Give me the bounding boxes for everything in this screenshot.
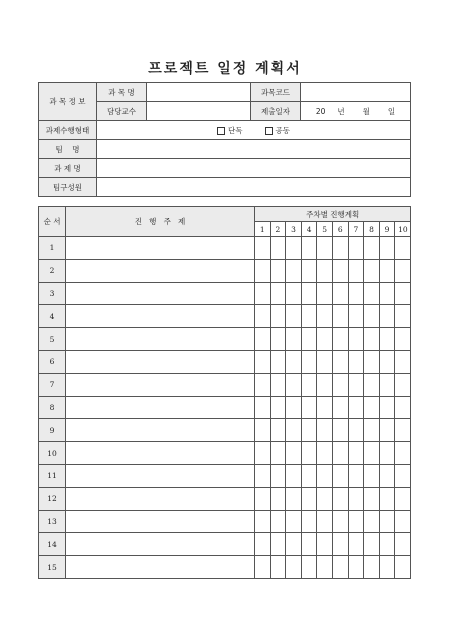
week-cell[interactable] bbox=[286, 396, 302, 419]
week-cell[interactable] bbox=[317, 373, 333, 396]
week-cell[interactable] bbox=[286, 305, 302, 328]
week-cell[interactable] bbox=[379, 350, 395, 373]
week-cell[interactable] bbox=[286, 487, 302, 510]
row-number: 15 bbox=[39, 556, 66, 579]
table-row bbox=[39, 419, 411, 442]
schedule-table bbox=[38, 206, 411, 579]
week-cell[interactable] bbox=[395, 510, 411, 533]
table-row bbox=[39, 396, 411, 419]
week-cell[interactable] bbox=[301, 442, 317, 465]
week-cell[interactable] bbox=[317, 442, 333, 465]
week-cell[interactable] bbox=[395, 282, 411, 305]
week-header-9: 9 bbox=[379, 222, 395, 237]
week-cell[interactable] bbox=[348, 373, 364, 396]
week-cell[interactable] bbox=[317, 510, 333, 533]
week-cell[interactable] bbox=[379, 510, 395, 533]
week-cell[interactable] bbox=[348, 556, 364, 579]
week-cell[interactable] bbox=[270, 419, 286, 442]
week-cell[interactable] bbox=[395, 305, 411, 328]
week-cell[interactable] bbox=[301, 305, 317, 328]
row-number: 10 bbox=[39, 442, 66, 465]
checkbox-icon bbox=[265, 127, 273, 135]
week-cell[interactable] bbox=[348, 259, 364, 282]
row-number: 8 bbox=[39, 396, 66, 419]
week-cell[interactable] bbox=[270, 237, 286, 260]
week-cell[interactable] bbox=[286, 419, 302, 442]
topic-cell[interactable] bbox=[66, 373, 255, 396]
week-cell[interactable] bbox=[379, 373, 395, 396]
professor-field[interactable] bbox=[147, 102, 251, 121]
week-header-2: 2 bbox=[270, 222, 286, 237]
week-cell[interactable] bbox=[317, 464, 333, 487]
table-row bbox=[39, 373, 411, 396]
week-cell[interactable] bbox=[317, 350, 333, 373]
week-cell[interactable] bbox=[270, 464, 286, 487]
row-number: 6 bbox=[39, 350, 66, 373]
week-cell[interactable] bbox=[270, 510, 286, 533]
week-cell[interactable] bbox=[270, 396, 286, 419]
table-row bbox=[39, 556, 411, 579]
week-cell[interactable] bbox=[301, 556, 317, 579]
week-cell[interactable] bbox=[317, 237, 333, 260]
week-header-1: 1 bbox=[255, 222, 271, 237]
table-row bbox=[39, 350, 411, 373]
topic-cell[interactable] bbox=[66, 533, 255, 556]
single-checkbox[interactable] bbox=[217, 126, 243, 135]
joint-checkbox[interactable] bbox=[265, 126, 291, 135]
week-cell[interactable] bbox=[317, 305, 333, 328]
week-cell[interactable] bbox=[270, 487, 286, 510]
week-header-6: 6 bbox=[332, 222, 348, 237]
checkbox-icon bbox=[217, 127, 225, 135]
date-month-unit: 월 bbox=[362, 106, 370, 116]
week-header-5: 5 bbox=[317, 222, 333, 237]
topic-cell[interactable] bbox=[66, 510, 255, 533]
week-cell[interactable] bbox=[379, 464, 395, 487]
table-row bbox=[39, 487, 411, 510]
week-cell[interactable] bbox=[395, 396, 411, 419]
week-cell[interactable] bbox=[286, 464, 302, 487]
week-cell[interactable] bbox=[286, 373, 302, 396]
row-number: 11 bbox=[39, 464, 66, 487]
week-cell[interactable] bbox=[379, 259, 395, 282]
week-header-4: 4 bbox=[301, 222, 317, 237]
date-year-unit: 년 bbox=[337, 106, 345, 116]
week-cell[interactable] bbox=[395, 464, 411, 487]
row-number: 2 bbox=[39, 259, 66, 282]
week-cell[interactable] bbox=[348, 464, 364, 487]
week-cell[interactable] bbox=[317, 396, 333, 419]
table-row bbox=[39, 259, 411, 282]
week-cell[interactable] bbox=[364, 556, 380, 579]
task-type-options bbox=[97, 121, 411, 140]
topic-cell[interactable] bbox=[66, 237, 255, 260]
week-cell[interactable] bbox=[332, 328, 348, 351]
row-number: 5 bbox=[39, 328, 66, 351]
course-info-label: 과 목 정 보 bbox=[39, 83, 97, 121]
week-cell[interactable] bbox=[395, 373, 411, 396]
week-cell[interactable] bbox=[348, 328, 364, 351]
week-cell[interactable] bbox=[270, 373, 286, 396]
week-cell[interactable] bbox=[332, 396, 348, 419]
week-cell[interactable] bbox=[255, 282, 271, 305]
week-cell[interactable] bbox=[332, 533, 348, 556]
submit-date-label: 제출일자 bbox=[251, 102, 301, 121]
topic-cell[interactable] bbox=[66, 305, 255, 328]
week-cell[interactable] bbox=[364, 373, 380, 396]
week-cell[interactable] bbox=[301, 396, 317, 419]
week-cell[interactable] bbox=[348, 419, 364, 442]
week-cell[interactable] bbox=[348, 442, 364, 465]
course-name-field[interactable] bbox=[147, 83, 251, 102]
topic-cell[interactable] bbox=[66, 487, 255, 510]
week-cell[interactable] bbox=[301, 510, 317, 533]
week-cell[interactable] bbox=[286, 556, 302, 579]
week-cell[interactable] bbox=[255, 464, 271, 487]
week-cell[interactable] bbox=[270, 350, 286, 373]
table-row bbox=[39, 282, 411, 305]
week-cell[interactable] bbox=[364, 487, 380, 510]
date-year-prefix: 20 bbox=[315, 106, 326, 116]
week-cell[interactable] bbox=[364, 510, 380, 533]
week-cell[interactable] bbox=[317, 328, 333, 351]
week-cell[interactable] bbox=[255, 305, 271, 328]
topic-cell[interactable] bbox=[66, 419, 255, 442]
week-cell[interactable] bbox=[379, 396, 395, 419]
week-cell[interactable] bbox=[364, 259, 380, 282]
week-cell[interactable] bbox=[364, 282, 380, 305]
week-cell[interactable] bbox=[286, 510, 302, 533]
task-type-label: 과제수행형태 bbox=[39, 121, 97, 140]
task-name-field[interactable] bbox=[97, 159, 411, 178]
single-option-label: 단독 bbox=[228, 125, 243, 135]
members-field[interactable] bbox=[97, 178, 411, 197]
week-cell[interactable] bbox=[332, 237, 348, 260]
week-cell[interactable] bbox=[255, 419, 271, 442]
week-cell[interactable] bbox=[270, 328, 286, 351]
week-cell[interactable] bbox=[395, 350, 411, 373]
week-header-8: 8 bbox=[364, 222, 380, 237]
table-row bbox=[39, 237, 411, 260]
week-cell[interactable] bbox=[255, 350, 271, 373]
week-cell[interactable] bbox=[364, 328, 380, 351]
row-number: 9 bbox=[39, 419, 66, 442]
week-cell[interactable] bbox=[364, 305, 380, 328]
row-number: 1 bbox=[39, 237, 66, 260]
week-cell[interactable] bbox=[301, 373, 317, 396]
date-day-unit: 일 bbox=[387, 106, 396, 116]
week-cell[interactable] bbox=[317, 282, 333, 305]
week-cell[interactable] bbox=[332, 259, 348, 282]
week-cell[interactable] bbox=[301, 464, 317, 487]
week-cell[interactable] bbox=[255, 373, 271, 396]
joint-option-label: 공동 bbox=[275, 125, 290, 135]
week-cell[interactable] bbox=[301, 259, 317, 282]
week-cell[interactable] bbox=[255, 237, 271, 260]
task-name-label: 과 제 명 bbox=[39, 159, 97, 178]
week-cell[interactable] bbox=[364, 464, 380, 487]
week-cell[interactable] bbox=[255, 259, 271, 282]
week-cell[interactable] bbox=[364, 533, 380, 556]
week-cell[interactable] bbox=[379, 305, 395, 328]
week-header-10: 10 bbox=[395, 222, 411, 237]
week-cell[interactable] bbox=[348, 533, 364, 556]
week-cell[interactable] bbox=[301, 328, 317, 351]
course-name-label: 과 목 명 bbox=[97, 83, 147, 102]
week-cell[interactable] bbox=[379, 487, 395, 510]
week-cell[interactable] bbox=[270, 442, 286, 465]
week-cell[interactable] bbox=[332, 282, 348, 305]
row-number: 14 bbox=[39, 533, 66, 556]
week-cell[interactable] bbox=[364, 396, 380, 419]
team-name-label: 팀 명 bbox=[39, 140, 97, 159]
week-cell[interactable] bbox=[379, 419, 395, 442]
week-cell[interactable] bbox=[379, 556, 395, 579]
week-cell[interactable] bbox=[379, 237, 395, 260]
week-cell[interactable] bbox=[395, 328, 411, 351]
topic-cell[interactable] bbox=[66, 328, 255, 351]
week-cell[interactable] bbox=[364, 442, 380, 465]
professor-label: 담당교수 bbox=[97, 102, 147, 121]
table-row bbox=[39, 328, 411, 351]
week-cell[interactable] bbox=[317, 259, 333, 282]
week-cell[interactable] bbox=[255, 533, 271, 556]
row-number: 13 bbox=[39, 510, 66, 533]
week-cell[interactable] bbox=[332, 556, 348, 579]
week-cell[interactable] bbox=[348, 487, 364, 510]
week-cell[interactable] bbox=[301, 350, 317, 373]
week-cell[interactable] bbox=[270, 305, 286, 328]
week-cell[interactable] bbox=[270, 556, 286, 579]
week-cell[interactable] bbox=[332, 442, 348, 465]
table-row bbox=[39, 464, 411, 487]
week-cell[interactable] bbox=[286, 237, 302, 260]
week-cell[interactable] bbox=[364, 237, 380, 260]
week-header-3: 3 bbox=[286, 222, 302, 237]
week-cell[interactable] bbox=[395, 419, 411, 442]
week-cell[interactable] bbox=[301, 533, 317, 556]
week-cell[interactable] bbox=[255, 328, 271, 351]
table-row bbox=[39, 533, 411, 556]
week-cell[interactable] bbox=[348, 282, 364, 305]
week-cell[interactable] bbox=[348, 305, 364, 328]
week-cell[interactable] bbox=[317, 533, 333, 556]
week-cell[interactable] bbox=[286, 533, 302, 556]
week-cell[interactable] bbox=[286, 259, 302, 282]
week-cell[interactable] bbox=[348, 510, 364, 533]
row-number: 7 bbox=[39, 373, 66, 396]
week-cell[interactable] bbox=[364, 350, 380, 373]
week-cell[interactable] bbox=[301, 419, 317, 442]
week-cell[interactable] bbox=[332, 487, 348, 510]
course-info-table bbox=[38, 82, 411, 197]
table-row bbox=[39, 442, 411, 465]
week-cell[interactable] bbox=[348, 237, 364, 260]
course-code-field[interactable] bbox=[301, 83, 411, 102]
week-cell[interactable] bbox=[332, 510, 348, 533]
week-cell[interactable] bbox=[395, 237, 411, 260]
week-cell[interactable] bbox=[395, 556, 411, 579]
week-cell[interactable] bbox=[270, 259, 286, 282]
week-cell[interactable] bbox=[255, 396, 271, 419]
week-cell[interactable] bbox=[270, 282, 286, 305]
week-cell[interactable] bbox=[379, 328, 395, 351]
week-cell[interactable] bbox=[317, 419, 333, 442]
week-header-7: 7 bbox=[348, 222, 364, 237]
topic-cell[interactable] bbox=[66, 350, 255, 373]
topic-header: 진 행 주 제 bbox=[66, 207, 255, 237]
week-cell[interactable] bbox=[395, 487, 411, 510]
week-cell[interactable] bbox=[317, 556, 333, 579]
week-cell[interactable] bbox=[301, 282, 317, 305]
team-name-field[interactable] bbox=[97, 140, 411, 159]
week-cell[interactable] bbox=[270, 533, 286, 556]
topic-cell[interactable] bbox=[66, 396, 255, 419]
members-label: 팀구성원 bbox=[39, 178, 97, 197]
week-cell[interactable] bbox=[286, 442, 302, 465]
week-cell[interactable] bbox=[286, 350, 302, 373]
week-cell[interactable] bbox=[255, 556, 271, 579]
week-cell[interactable] bbox=[364, 419, 380, 442]
week-cell[interactable] bbox=[379, 533, 395, 556]
week-cell[interactable] bbox=[332, 419, 348, 442]
topic-cell[interactable] bbox=[66, 259, 255, 282]
week-cell[interactable] bbox=[348, 396, 364, 419]
week-cell[interactable] bbox=[332, 464, 348, 487]
row-number: 12 bbox=[39, 487, 66, 510]
topic-cell[interactable] bbox=[66, 282, 255, 305]
page-title: 프로젝트 일정 계획서 bbox=[148, 61, 302, 77]
week-cell[interactable] bbox=[301, 487, 317, 510]
seq-header: 순 서 bbox=[39, 207, 66, 237]
submit-date-field[interactable] bbox=[301, 102, 411, 121]
topic-cell[interactable] bbox=[66, 464, 255, 487]
week-cell[interactable] bbox=[395, 259, 411, 282]
week-cell[interactable] bbox=[332, 350, 348, 373]
table-row bbox=[39, 510, 411, 533]
table-row bbox=[39, 305, 411, 328]
row-number: 4 bbox=[39, 305, 66, 328]
week-cell[interactable] bbox=[379, 442, 395, 465]
row-number: 3 bbox=[39, 282, 66, 305]
week-cell[interactable] bbox=[286, 282, 302, 305]
week-cell[interactable] bbox=[395, 442, 411, 465]
course-code-label: 과목코드 bbox=[251, 83, 301, 102]
week-cell[interactable] bbox=[348, 350, 364, 373]
week-cell[interactable] bbox=[286, 328, 302, 351]
week-cell[interactable] bbox=[332, 373, 348, 396]
week-cell[interactable] bbox=[332, 305, 348, 328]
week-cell[interactable] bbox=[379, 282, 395, 305]
topic-cell[interactable] bbox=[66, 442, 255, 465]
week-cell[interactable] bbox=[255, 487, 271, 510]
week-cell[interactable] bbox=[255, 442, 271, 465]
weekly-plan-header: 주차별 진행계획 bbox=[255, 207, 411, 222]
week-cell[interactable] bbox=[395, 533, 411, 556]
week-cell[interactable] bbox=[255, 510, 271, 533]
week-cell[interactable] bbox=[317, 487, 333, 510]
topic-cell[interactable] bbox=[66, 556, 255, 579]
week-cell[interactable] bbox=[301, 237, 317, 260]
